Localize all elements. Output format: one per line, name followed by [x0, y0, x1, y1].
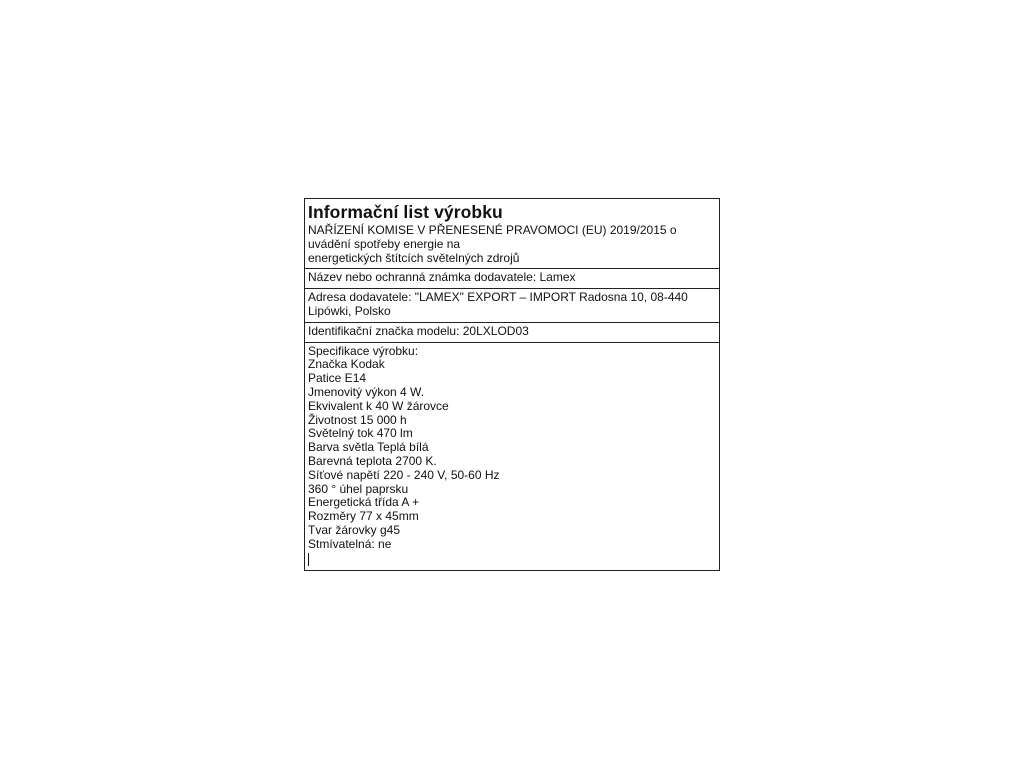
spec-item: Světelný tok 470 lm: [308, 426, 413, 441]
spec-item: Stmívatelná: ne: [308, 536, 392, 551]
sheet-title: Informační list výrobku: [308, 202, 503, 222]
spec-item: Energetická třída A +: [308, 495, 420, 510]
model-id-section: [305, 323, 719, 343]
supplier-address-line-1: Adresa dodavatele: "LAMEX" EXPORT – IMPORT Radosna 10, 08-440: [308, 290, 688, 305]
text-cursor: [308, 553, 309, 566]
spec-item: Síťové napětí 220 - 240 V, 50-60 Hz: [308, 467, 500, 482]
spec-item: Značka Kodak: [308, 357, 385, 372]
spec-item: Barva světla Teplá bílá: [308, 440, 429, 455]
model-identifier: Identifikační značka modelu: 20LXLOD03: [308, 323, 529, 338]
spec-item: Rozměry 77 x 45mm: [308, 509, 419, 524]
spec-item: 360 ° úhel paprsku: [308, 481, 409, 496]
spec-item: Jmenovitý výkon 4 W.: [308, 384, 425, 399]
supplier-name-section: [305, 269, 719, 289]
supplier-name: Název nebo ochranná známka dodavatele: Lamex: [308, 270, 576, 285]
regulation-line-1: NAŘÍZENÍ KOMISE V PŘENESENÉ PRAVOMOCI (EU) 2019/2015 o: [308, 223, 677, 237]
spec-item: Patice E14: [308, 371, 367, 386]
product-information-sheet: [304, 198, 720, 571]
regulation-line-2: uvádění spotřeby energie na: [308, 236, 461, 251]
regulation-line-3: energetických štítcích světelných zdrojů: [308, 250, 520, 265]
header-section: [305, 199, 719, 269]
supplier-address-section: [305, 289, 719, 323]
supplier-address-line-2: Lipówki, Polsko: [308, 303, 391, 318]
spec-item: Tvar žárovky g45: [308, 522, 401, 537]
spec-item: Barevná teplota 2700 K.: [308, 453, 437, 468]
spec-item: Životnost 15 000 h: [308, 412, 407, 427]
specs-heading: Specifikace výrobku:: [308, 343, 419, 358]
specifications-section[interactable]: [305, 343, 719, 570]
spec-item: Ekvivalent k 40 W žárovce: [308, 398, 449, 413]
